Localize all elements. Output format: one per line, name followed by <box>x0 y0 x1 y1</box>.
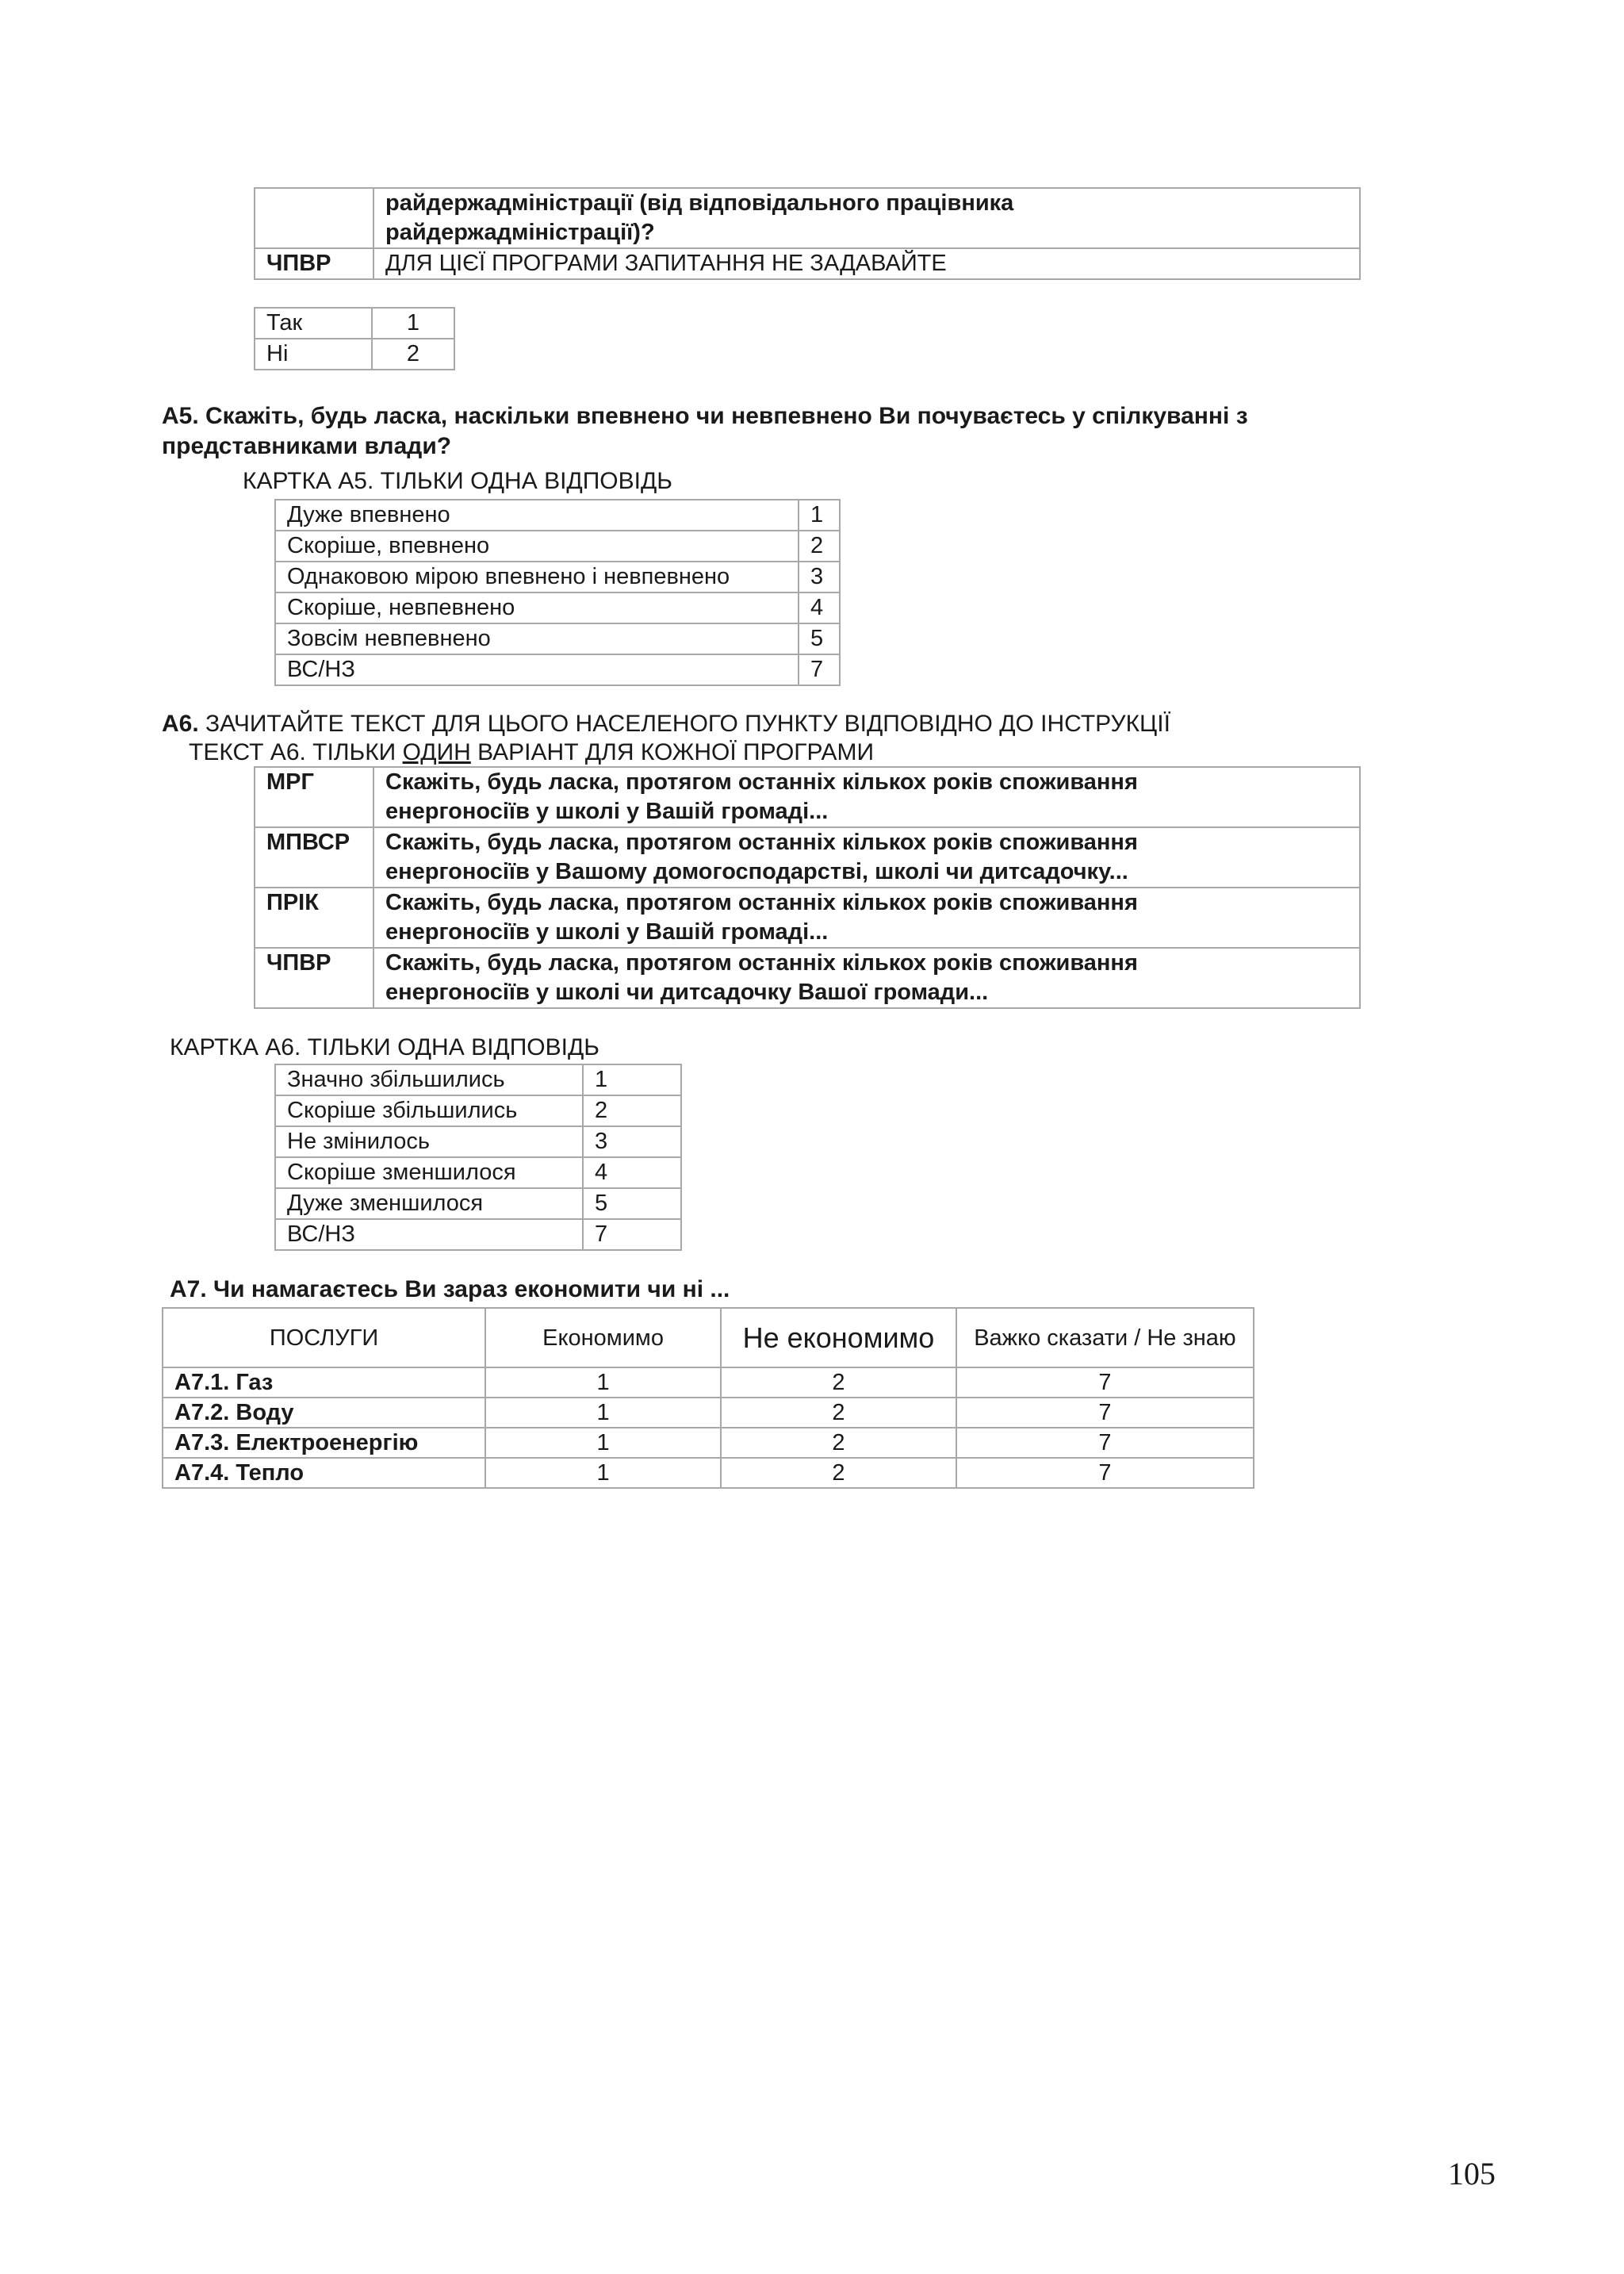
option-code: 2 <box>583 1095 681 1126</box>
cell-value: 2 <box>721 1398 956 1428</box>
top-instruction-table <box>254 187 1361 280</box>
table-row <box>255 248 1360 279</box>
option-code: 2 <box>799 531 840 562</box>
card-a5-label: КАРТКА А5. ТІЛЬКИ ОДНА ВІДПОВІДЬ <box>243 468 672 494</box>
row-label: А7.2. Воду <box>163 1398 485 1428</box>
yes-no-table <box>254 307 455 370</box>
program-code: МРГ <box>255 767 373 827</box>
question-a5: А5. Скажіть, будь ласка, наскільки впевнено чи невпевнено Ви почуваєтесь у спілкуванні з представниками влади? <box>162 403 1248 459</box>
table-row <box>255 827 1360 888</box>
question-text: ЗАЧИТАЙТЕ ТЕКСТ ДЛЯ ЦЬОГО НАСЕЛЕНОГО ПУНКТУ ВІДПОВІДНО ДО ІНСТРУКЦІЇ <box>205 711 1170 737</box>
option-label: Зовсім невпевнено <box>275 623 799 654</box>
option-code: 1 <box>372 308 454 339</box>
table-row <box>255 948 1360 1008</box>
instruction-part: ТЕКСТ А6. ТІЛЬКИ <box>189 739 403 765</box>
cell-value: 1 <box>485 1428 721 1458</box>
option-label: Ні <box>255 339 372 370</box>
table-row <box>275 1095 681 1126</box>
question-a7: А7. Чи намагаєтесь Ви зараз економити чи ні ... <box>170 1276 730 1302</box>
table-row <box>275 500 840 531</box>
column-header: ПОСЛУГИ <box>163 1308 485 1367</box>
table-row <box>275 562 840 592</box>
option-label: Значно збільшились <box>275 1064 583 1095</box>
a5-options-table <box>274 499 841 686</box>
option-code: 5 <box>583 1188 681 1219</box>
page-number: 105 <box>1448 2156 1496 2192</box>
option-code: 4 <box>583 1157 681 1188</box>
table-row <box>163 1367 1254 1398</box>
option-label: Дуже зменшилося <box>275 1188 583 1219</box>
cell-value: 7 <box>956 1458 1254 1488</box>
table-row <box>275 654 840 685</box>
option-code: 1 <box>799 500 840 531</box>
cell-value: 2 <box>721 1428 956 1458</box>
a6-instruction <box>189 738 874 768</box>
question-a6 <box>162 709 1170 739</box>
option-label: Скоріше збільшились <box>275 1095 583 1126</box>
instruction-part: ВАРІАНТ ДЛЯ КОЖНОЇ ПРОГРАМИ <box>470 739 875 765</box>
cell-value: 2 <box>721 1367 956 1398</box>
option-code: 1 <box>583 1064 681 1095</box>
option-label: ВС/НЗ <box>275 1219 583 1250</box>
table-row <box>275 1157 681 1188</box>
option-label: Скоріше, впевнено <box>275 531 799 562</box>
row-label: А7.3. Електроенергію <box>163 1428 485 1458</box>
program-text: Скажіть, будь ласка, протягом останніх кількох років споживання енергоносіїв у школі у Вашій громаді... <box>373 888 1360 948</box>
table-row <box>275 531 840 562</box>
option-label: Так <box>255 308 372 339</box>
table-row <box>255 339 454 370</box>
instruction-underlined: ОДИН <box>402 739 471 765</box>
program-text: Скажіть, будь ласка, протягом останніх кількох років споживання енергоносіїв у Вашому домогосподарстві, школі чи дитсадочку... <box>373 827 1360 888</box>
table-cell <box>255 188 373 248</box>
option-code: 5 <box>799 623 840 654</box>
table-row <box>255 188 1360 248</box>
row-label: А7.4. Тепло <box>163 1458 485 1488</box>
table-row <box>163 1398 1254 1428</box>
table-row <box>275 1219 681 1250</box>
column-header: Важко сказати / Не знаю <box>956 1308 1254 1367</box>
option-code: 7 <box>799 654 840 685</box>
program-code: МПВСР <box>255 827 373 888</box>
cell-value: 1 <box>485 1367 721 1398</box>
option-code: 4 <box>799 592 840 623</box>
table-row <box>275 592 840 623</box>
a6-options-table <box>274 1064 682 1251</box>
cell-value: 1 <box>485 1458 721 1488</box>
table-row <box>255 308 454 339</box>
table-row <box>163 1458 1254 1488</box>
column-header: Економимо <box>485 1308 721 1367</box>
program-code: ПРІК <box>255 888 373 948</box>
option-code: 2 <box>372 339 454 370</box>
card-a6-label: КАРТКА А6. ТІЛЬКИ ОДНА ВІДПОВІДЬ <box>170 1034 599 1060</box>
question-continuation-text: райдержадміністрації (від відповідального працівника райдержадміністрації)? <box>373 188 1360 248</box>
row-label: А7.1. Газ <box>163 1367 485 1398</box>
table-row <box>275 1126 681 1157</box>
column-header: Не економимо <box>721 1308 956 1367</box>
option-code: 3 <box>799 562 840 592</box>
option-label: Скоріше, невпевнено <box>275 592 799 623</box>
cell-value: 7 <box>956 1428 1254 1458</box>
table-row <box>275 623 840 654</box>
program-text: Скажіть, будь ласка, протягом останніх кількох років споживання енергоносіїв у школі у Вашій громаді... <box>373 767 1360 827</box>
a6-programs-table <box>254 766 1361 1009</box>
cell-value: 2 <box>721 1458 956 1488</box>
option-label: Дуже впевнено <box>275 500 799 531</box>
table-row <box>275 1188 681 1219</box>
table-row <box>275 1064 681 1095</box>
option-label: Скоріше зменшилося <box>275 1157 583 1188</box>
option-code: 7 <box>583 1219 681 1250</box>
program-code: ЧПВР <box>255 248 373 279</box>
question-number: А6. <box>162 711 199 737</box>
table-row <box>255 767 1360 827</box>
option-label: Не змінилось <box>275 1126 583 1157</box>
cell-value: 7 <box>956 1367 1254 1398</box>
program-text: Скажіть, будь ласка, протягом останніх кількох років споживання енергоносіїв у школі чи дитсадочку Вашої громади... <box>373 948 1360 1008</box>
cell-value: 7 <box>956 1398 1254 1428</box>
option-code: 3 <box>583 1126 681 1157</box>
cell-value: 1 <box>485 1398 721 1428</box>
instruction-text: ДЛЯ ЦІЄЇ ПРОГРАМИ ЗАПИТАННЯ НЕ ЗАДАВАЙТЕ <box>373 248 1360 279</box>
a7-savings-table <box>162 1307 1254 1489</box>
program-code: ЧПВР <box>255 948 373 1008</box>
table-header-row <box>163 1308 1254 1367</box>
table-row <box>163 1428 1254 1458</box>
option-label: ВС/НЗ <box>275 654 799 685</box>
option-label: Однаковою мірою впевнено і невпевнено <box>275 562 799 592</box>
table-row <box>255 888 1360 948</box>
